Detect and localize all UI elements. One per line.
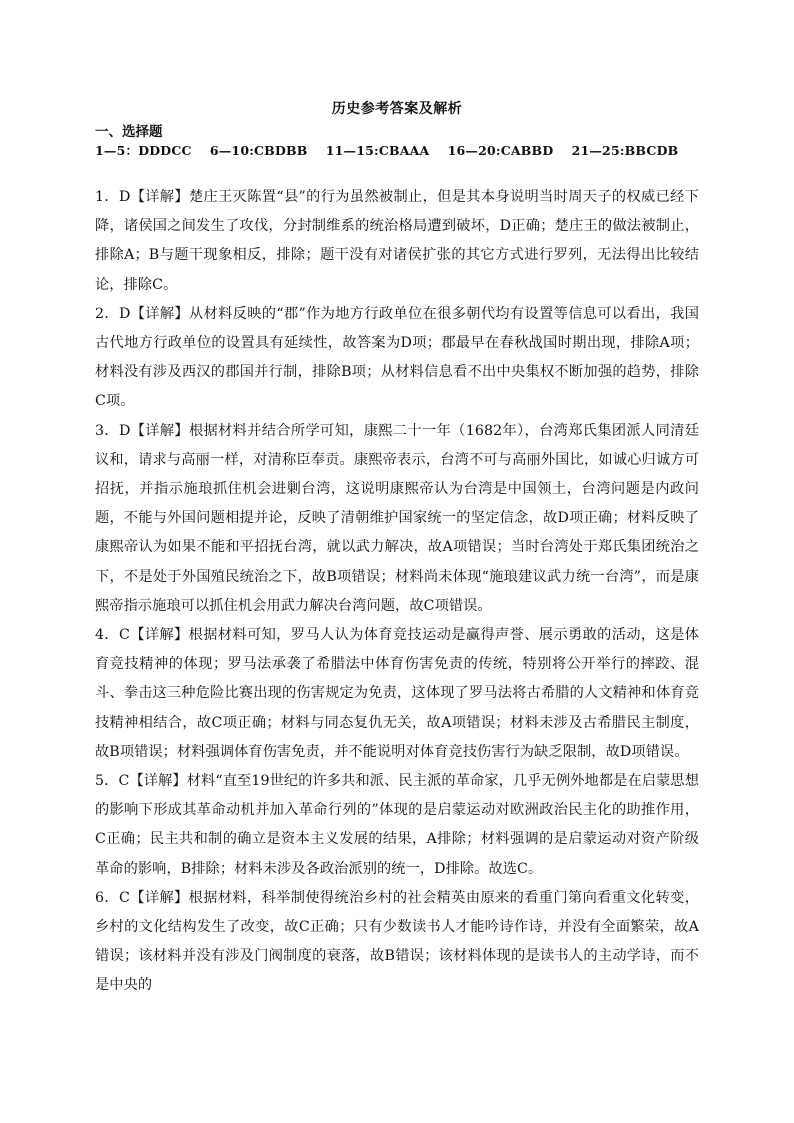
section-heading: 一、选择题 xyxy=(95,124,163,140)
explanations-list xyxy=(95,183,699,1001)
answer-key-line: 1—5：DDDCC 6—10:CBDBB 11—15:CBAAA 16—20:CABBD 21—25:BBCDB xyxy=(95,143,679,158)
explanation-2: 2．D【详解】从材料反映的“郡”作为地方行政单位在很多朝代均有设置等信息可以看出，我国古代地方行政单位的设置具有延续性，故答案为D项；郡最早在春秋战国时期出现，排除A项；材料没有涉及西汉的郡国并行制，排除B项；从材料信息看不出中央集权不断加强的趋势，排除C项。 xyxy=(95,305,699,410)
explanation-4: 4．C【详解】根据材料可知，罗马人认为体育竞技运动是赢得声誉、展示勇敢的活动，这是体育竞技精神的体现；罗马法承袭了希腊法中体育伤害免责的传统，特别将公开举行的摔跤、混斗、拳击这三种危险比赛出现的伤害规定为免责，这体现了罗马法将古希腊的人文精神和体育竞技精神相结合，故C项正确；材料与同态复仇无关，故A项错误；材料未涉及古希腊民主制度，故B项错误；材料强调体育伤害免责，并不能说明对体育竞技伤害行为缺乏限制，故D项错误。 xyxy=(95,627,699,760)
explanation-6: 6．C【详解】根据材料，科举制使得统治乡村的社会精英由原来的看重门第向看重文化转变，乡村的文化结构发生了改变，故C正确；只有少数读书人才能吟诗作诗，并没有全面繁荣，故A错误；该材料并没有涉及门阀制度的衰落，故B错误；该材料体现的是读书人的主动学诗，而不是中央的 xyxy=(95,889,699,994)
page-title: 历史参考答案及解析 xyxy=(331,101,463,117)
explanation-5: 5．C【详解】材料“直至19世纪的许多共和派、民主派的革命家，几乎无例外地都是在启蒙思想的影响下形成其革命动机并加入革命行列的”体现的是启蒙运动对欧洲政治民主化的助推作用，C正确；民主共和制的确立是资本主义发展的结果，A排除；材料强调的是启蒙运动对资产阶级革命的影响，B排除；材料未涉及各政治派别的统一，D排除。故选C。 xyxy=(95,773,699,877)
explanation-1: 1．D【详解】楚庄王灭陈置“县”的行为虽然被制止，但是其本身说明当时周天子的权威已经下降，诸侯国之间发生了攻伐，分封制维系的统治格局遭到破坏，D正确；楚庄王的做法被制止，排除A；B与题干现象相反，排除；题干没有对诸侯扩张的其它方式进行罗列，无法得出比较结论，排除C。 xyxy=(95,189,699,293)
explanation-3: 3．D【详解】根据材料并结合所学可知，康熙二十一年（1682年），台湾郑氏集团派人同清廷议和，请求与高丽一样，对清称臣奉贡。康熙帝表示，台湾不可与高丽外国比，如诚心归诚方可招抚，并指示施琅抓住机会进剿台湾，这说明康熙帝认为台湾是中国领土，台湾问题是内政问题，不能与外国问题相提并论，反映了清朝维护国家统一的坚定信念，故D项正确；材料反映了康熙帝认为如果不能和平招抚台湾，就以武力解决，故A项错误；当时台湾处于郑氏集团统治之下，不是处于外国殖民统治之下，故B项错误；材料尚未体现“施琅建议武力统一台湾”，而是康熙帝指示施琅可以抓住机会用武力解决台湾问题，故C项错误。 xyxy=(95,422,699,614)
